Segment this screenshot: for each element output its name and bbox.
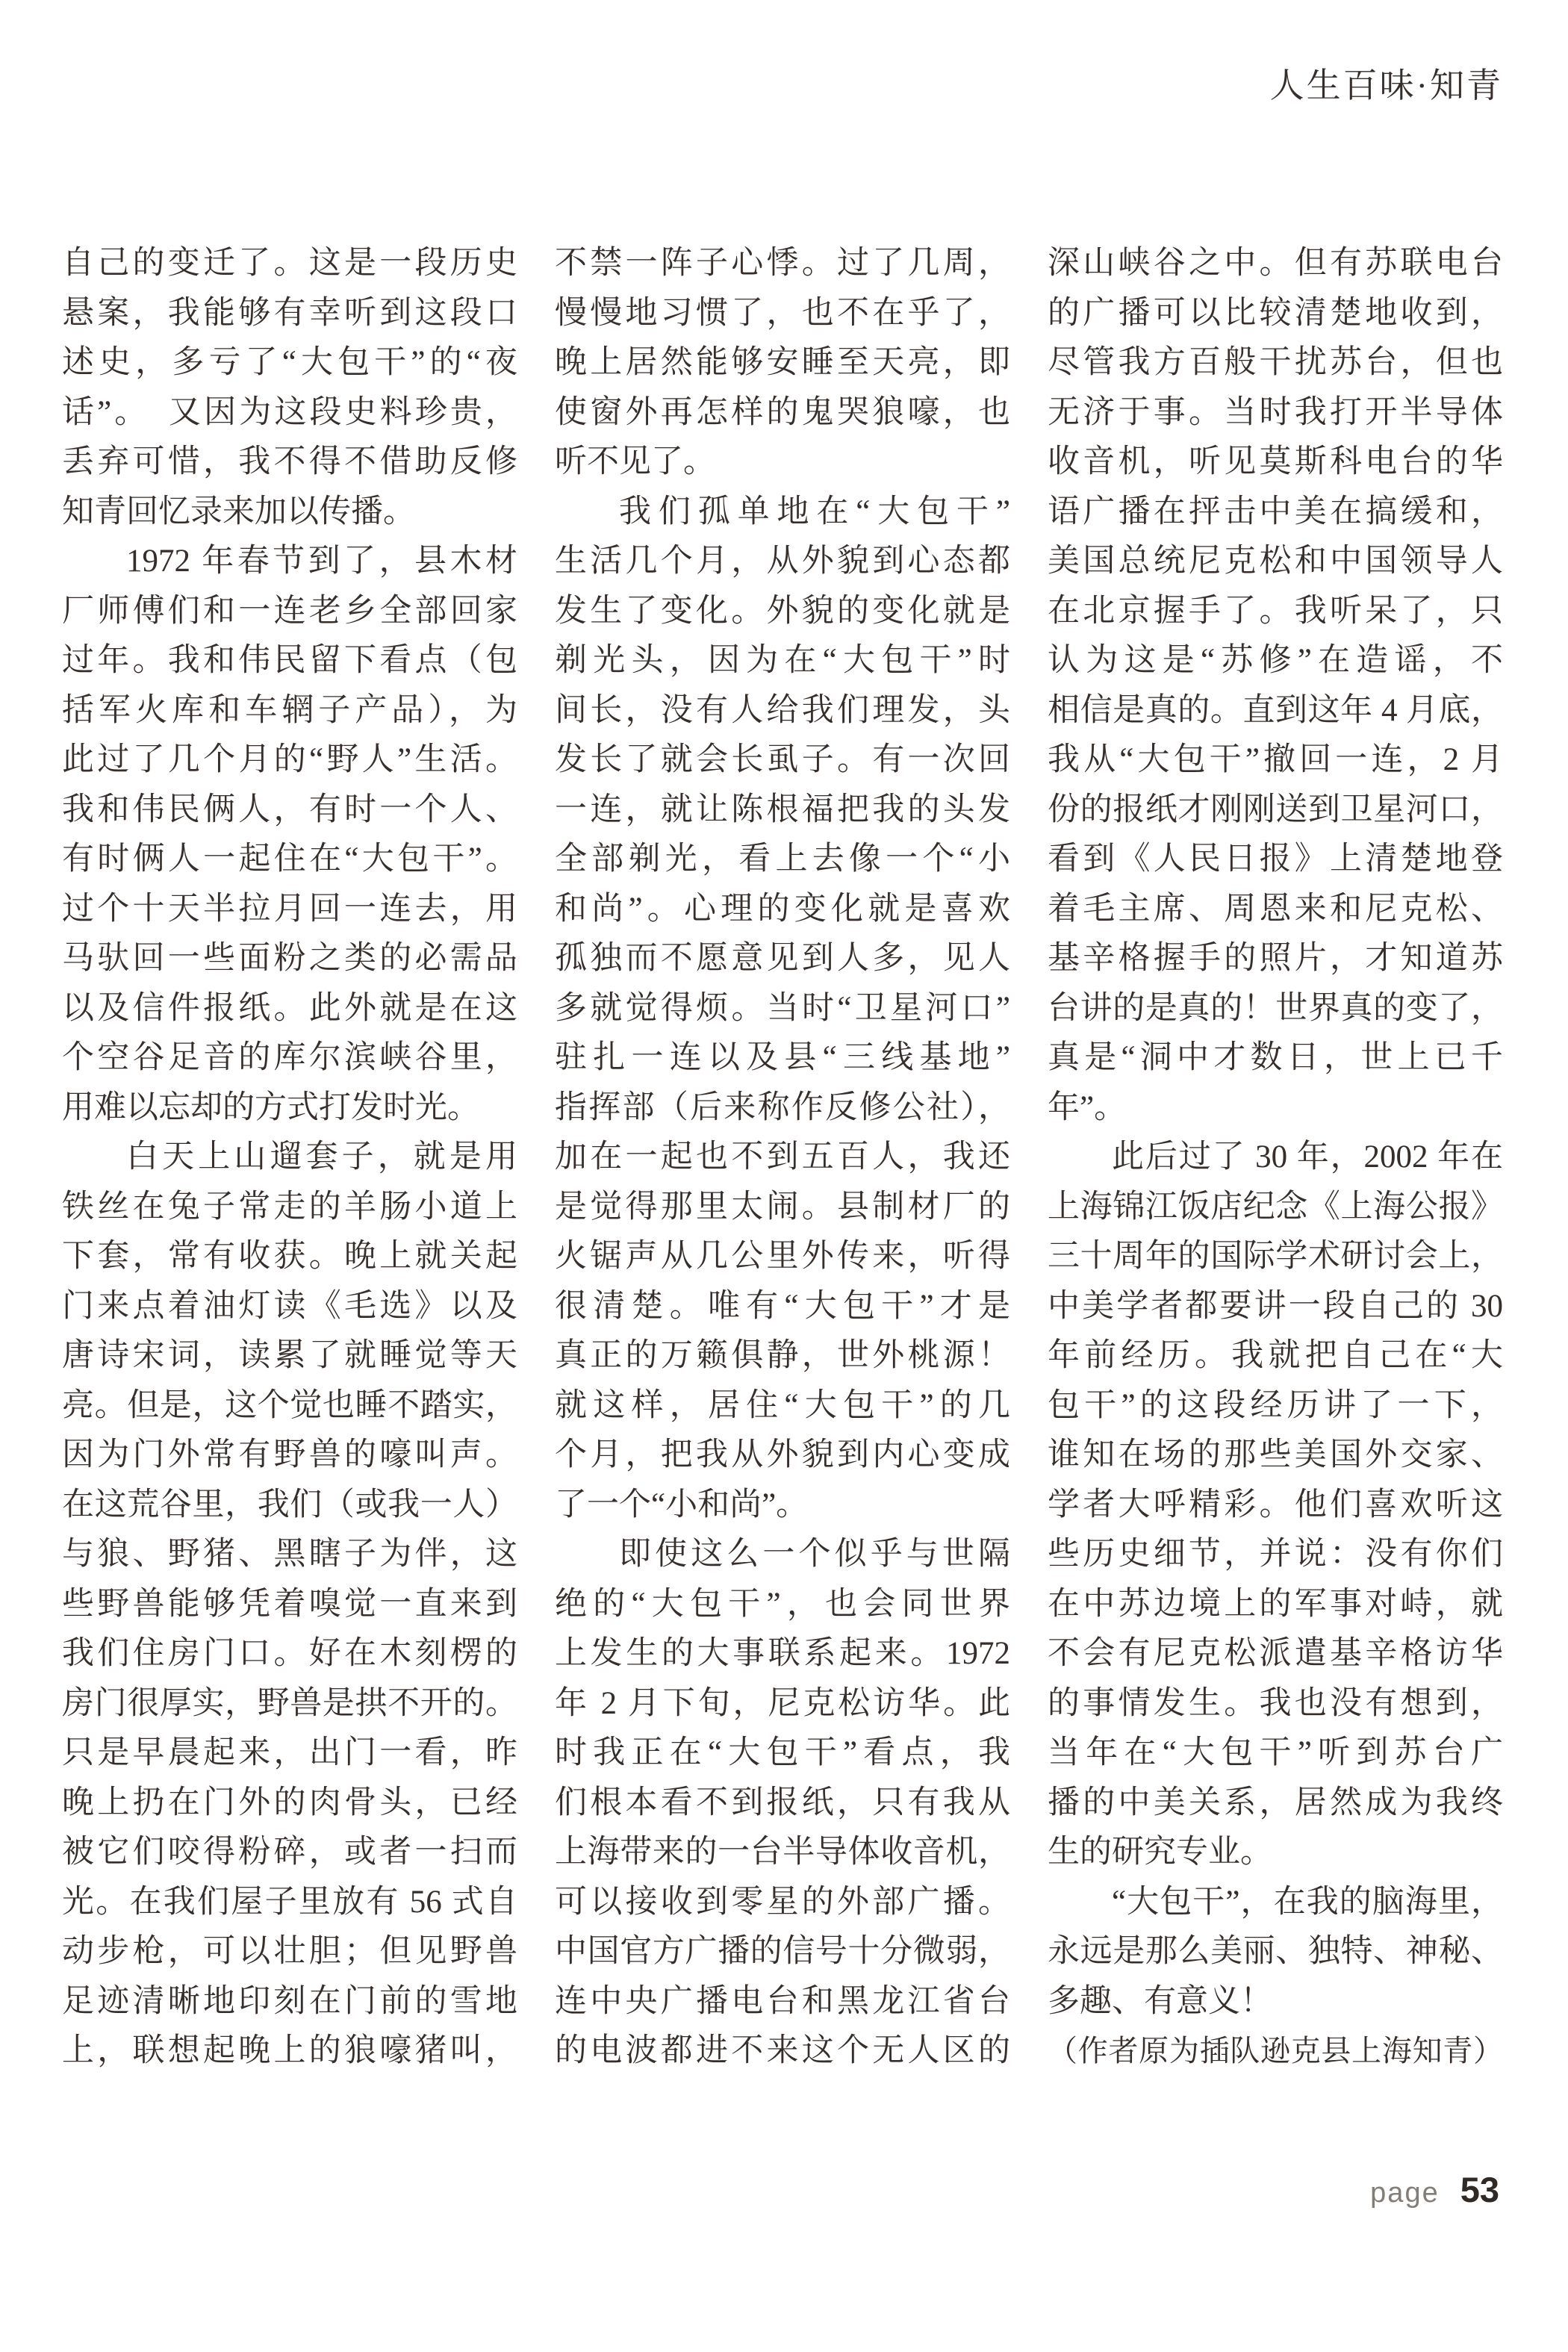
text-line: 很清楚。唯有“大包干”才是 xyxy=(555,1288,1010,1324)
text-line: 加在一起也不到五百人，我还 xyxy=(555,1139,1010,1175)
text-line: 用难以忘却的方式打发时光。 xyxy=(62,1089,479,1125)
text-line: 悬案，我能够有幸听到这段口 xyxy=(62,295,517,331)
text-line: 无济于事。当时我打开半导体 xyxy=(1048,394,1503,430)
text-line: 着毛主席、周恩来和尼克松、 xyxy=(1048,891,1503,927)
text-line: 深山峡谷之中。但有苏联电台 xyxy=(1048,246,1503,281)
text-line: 自己的变迁了。这是一段历史 xyxy=(62,246,517,281)
text-line: 年”。 xyxy=(1048,1089,1127,1125)
text-line: 尽管我方百般干扰苏台，但也 xyxy=(1048,345,1503,380)
text-line: 们根本看不到报纸，只有我从 xyxy=(555,1785,1010,1820)
text-line: 看到《人民日报》上清楚地登 xyxy=(1048,841,1503,877)
text-line: 个空谷足音的库尔滨峡谷里， xyxy=(62,1040,517,1075)
text-line: 此过了几个月的“野人”生活。 xyxy=(62,742,517,777)
text-line: 认为这是“苏修”在造谣，不 xyxy=(1048,643,1503,678)
text-line: 晚上扔在门外的肉骨头，已经 xyxy=(62,1785,517,1820)
text-line: 只是早晨起来，出门一看，昨 xyxy=(62,1735,517,1770)
text-line: 上海带来的一台半导体收音机， xyxy=(555,1835,1010,1870)
text-line: 永远是那么美丽、独特、神秘、 xyxy=(1048,1934,1503,1969)
text-line: 在北京握手了。我听呆了，只 xyxy=(1048,593,1503,629)
text-line: 的广播可以比较清楚地收到， xyxy=(1048,295,1503,331)
text-line: 房门很厚实，野兽是拱不开的。 xyxy=(62,1685,517,1721)
text-line: 一连，就让陈根福把我的头发 xyxy=(555,791,1010,827)
text-line: 发长了就会长虱子。有一次回 xyxy=(555,742,1010,777)
text-line: 使窗外再怎样的鬼哭狼嚎，也 xyxy=(555,394,1010,430)
text-line: 亮。但是，这个觉也睡不踏实， xyxy=(62,1387,517,1423)
text-line: 1972 年春节到了，县木材 xyxy=(126,544,517,579)
text-line: 间长，没有人给我们理发，头 xyxy=(555,692,1010,728)
text-column-3 xyxy=(1048,239,1503,2076)
text-line: 话”。 又因为这段史料珍贵， xyxy=(62,394,517,430)
text-line: 唐诗宋词，读累了就睡觉等天 xyxy=(62,1338,517,1373)
text-line: 包干”的这段经历讲了一下， xyxy=(1048,1387,1503,1423)
text-line: 发生了变化。外貌的变化就是 xyxy=(555,593,1010,629)
text-line: 语广播在抨击中美在搞缓和， xyxy=(1048,494,1503,529)
text-line: “大包干”，在我的脑海里， xyxy=(1112,1884,1503,1920)
text-line: 谁知在场的那些美国外交家、 xyxy=(1048,1437,1503,1472)
text-line: 上，联想起晚上的狼嚎猪叫， xyxy=(62,2033,517,2068)
text-line: 此后过了 30 年，2002 年在 xyxy=(1112,1139,1503,1175)
text-line: 相信是真的。直到这年 4 月底， xyxy=(1048,692,1503,728)
author-note-line: （作者原为插队逊克县上海知青） xyxy=(1048,2034,1503,2068)
text-line: 上海锦江饭店纪念《上海公报》 xyxy=(1048,1189,1503,1225)
text-line: 上发生的大事联系起来。1972 xyxy=(555,1636,1010,1671)
text-line: 以及信件报纸。此外就是在这 xyxy=(62,990,517,1026)
text-line: 不禁一阵子心悸。过了几周， xyxy=(555,246,1010,281)
text-line: 份的报纸才刚刚送到卫星河口， xyxy=(1048,791,1503,827)
text-line: 述史，多亏了“大包干”的“夜 xyxy=(62,345,517,380)
text-line: 多就觉得烦。当时“卫星河口” xyxy=(555,990,1010,1026)
text-line: 剃光头，因为在“大包干”时 xyxy=(555,643,1010,678)
page-footer xyxy=(1370,2169,1499,2210)
text-line: 年前经历。我就把自己在“大 xyxy=(1048,1338,1503,1373)
text-line: 全部剃光，看上去像一个“小 xyxy=(555,841,1010,877)
text-line: 中美学者都要讲一段自己的 30 xyxy=(1048,1288,1503,1324)
text-line: 在中苏边境上的军事对峙，就 xyxy=(1048,1586,1503,1622)
text-line: 播的中美关系，居然成为我终 xyxy=(1048,1785,1503,1820)
text-line: 可以接收到零星的外部广播。 xyxy=(555,1884,1010,1920)
text-line: 指挥部（后来称作反修公社）， xyxy=(555,1089,1010,1125)
text-line: 时我正在“大包干”看点，我 xyxy=(555,1735,1010,1770)
text-line: 年 2 月下旬，尼克松访华。此 xyxy=(555,1685,1010,1721)
text-line: 不会有尼克松派遣基辛格访华 xyxy=(1048,1636,1503,1671)
text-line: 白天上山遛套子，就是用 xyxy=(126,1139,517,1175)
text-line: 慢慢地习惯了，也不在乎了， xyxy=(555,295,1010,331)
text-line: 我从“大包干”撤回一连，2 月 xyxy=(1048,742,1503,777)
text-line: 些野兽能够凭着嗅觉一直来到 xyxy=(62,1586,517,1622)
text-line: 下套，常有收获。晚上就关起 xyxy=(62,1239,517,1274)
text-line: 是觉得那里太闹。县制材厂的 xyxy=(555,1189,1010,1225)
text-line: 就这样，居住“大包干”的几 xyxy=(555,1387,1010,1423)
text-line: 我和伟民俩人，有时一个人、 xyxy=(62,791,517,827)
text-line: 驻扎一连以及县“三线基地” xyxy=(555,1040,1010,1075)
text-line: 收音机，听见莫斯科电台的华 xyxy=(1048,444,1503,479)
text-line: 足迹清晰地印刻在门前的雪地 xyxy=(62,1983,517,2019)
text-line: 与狼、野猪、黑瞎子为伴，这 xyxy=(62,1537,517,1572)
text-line: 有时俩人一起住在“大包干”。 xyxy=(62,841,517,877)
text-line: 当年在“大包干”听到苏台广 xyxy=(1048,1735,1503,1770)
text-line: 孤独而不愿意见到人多，见人 xyxy=(555,941,1010,976)
text-line: 在这荒谷里，我们（或我一人） xyxy=(62,1487,517,1522)
text-line: 个月，把我从外貌到内心变成 xyxy=(555,1437,1010,1472)
text-line: 因为门外常有野兽的嚎叫声。 xyxy=(62,1437,517,1472)
text-line: 真是“洞中才数日，世上已千 xyxy=(1048,1040,1503,1075)
text-column-1 xyxy=(62,239,517,2076)
text-line: 马驮回一些面粉之类的必需品 xyxy=(62,941,517,976)
text-line: 的事情发生。我也没有想到， xyxy=(1048,1685,1503,1721)
text-line: 生的研究专业。 xyxy=(1048,1835,1272,1870)
text-line: 即使这么一个似乎与世隔 xyxy=(619,1537,1010,1572)
text-line: 听不见了。 xyxy=(555,444,715,479)
text-line: 知青回忆录来加以传播。 xyxy=(62,494,415,529)
text-line: 被它们咬得粉碎，或者一扫而 xyxy=(62,1835,517,1870)
page-footer-label: page xyxy=(1370,2177,1440,2209)
text-line: 的电波都进不来这个无人区的 xyxy=(555,2033,1010,2068)
text-line: 动步枪，可以壮胆；但见野兽 xyxy=(62,1934,517,1969)
text-line: 光。在我们屋子里放有 56 式自 xyxy=(62,1884,517,1920)
text-line: 了一个“小和尚”。 xyxy=(555,1487,809,1522)
text-line: 我们孤单地在“大包干” xyxy=(619,494,1010,529)
text-line: 真正的万籁俱静，世外桃源！ xyxy=(555,1338,1010,1373)
text-line: 括军火库和车辋子产品），为 xyxy=(62,692,517,728)
text-line: 铁丝在兔子常走的羊肠小道上 xyxy=(62,1189,517,1225)
page-header-title: 人生百味·知青 xyxy=(1269,66,1503,105)
text-column-2 xyxy=(555,239,1010,2076)
text-line: 火锯声从几公里外传来，听得 xyxy=(555,1239,1010,1274)
text-line: 过年。我和伟民留下看点（包 xyxy=(62,643,517,678)
text-line: 厂师傅们和一连老乡全部回家 xyxy=(62,593,517,629)
text-line: 基辛格握手的照片，才知道苏 xyxy=(1048,941,1503,976)
text-line: 美国总统尼克松和中国领导人 xyxy=(1048,544,1503,579)
page-number: 53 xyxy=(1460,2170,1499,2209)
text-line: 生活几个月，从外貌到心态都 xyxy=(555,544,1010,579)
text-line: 台讲的是真的！世界真的变了， xyxy=(1048,990,1503,1026)
text-line: 学者大呼精彩。他们喜欢听这 xyxy=(1048,1487,1503,1522)
text-line: 晚上居然能够安睡至天亮，即 xyxy=(555,345,1010,380)
text-line: 丢弃可惜，我不得不借助反修 xyxy=(62,444,517,479)
text-line: 我们住房门口。好在木刻楞的 xyxy=(62,1636,517,1671)
text-line: 些历史细节，并说：没有你们 xyxy=(1048,1537,1503,1572)
text-line: 三十周年的国际学术研讨会上， xyxy=(1048,1239,1503,1274)
text-line: 多趣、有意义！ xyxy=(1048,1983,1272,2019)
text-line: 连中央广播电台和黑龙江省台 xyxy=(555,1983,1010,2019)
text-line: 和尚”。心理的变化就是喜欢 xyxy=(555,891,1010,927)
text-line: 门来点着油灯读《毛选》以及 xyxy=(62,1288,517,1324)
text-line: 中国官方广播的信号十分微弱， xyxy=(555,1934,1010,1969)
text-line: 过个十天半拉月回一连去，用 xyxy=(62,891,517,927)
text-line: 绝的“大包干”，也会同世界 xyxy=(555,1586,1010,1622)
